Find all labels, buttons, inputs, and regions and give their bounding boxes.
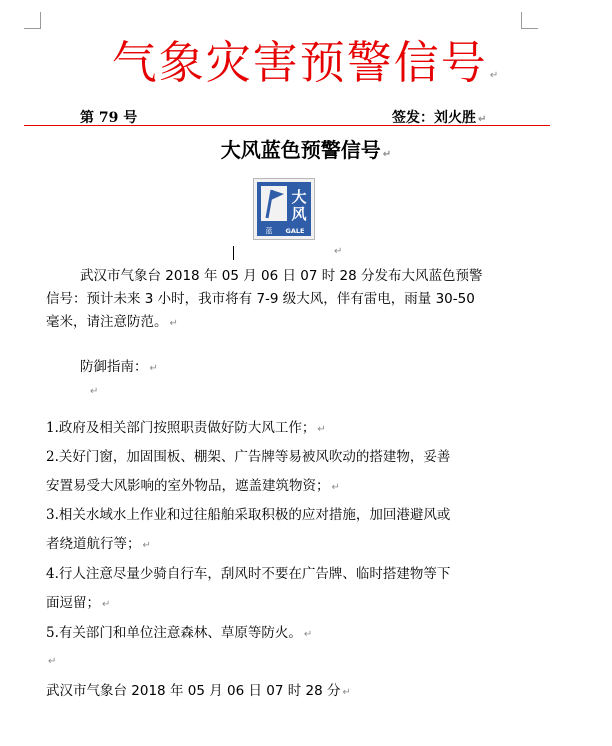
paragraph-mark: ↵ (334, 246, 343, 257)
guide-item-text: 安置易受大风影响的室外物品，遮盖建筑物资； (46, 478, 330, 494)
gale-blue-warning-icon (253, 178, 315, 240)
header-title-text: 气象灾害预警信号 (111, 36, 488, 89)
header-title (0, 36, 612, 103)
footer-signature (46, 680, 351, 704)
signer-text: 签发：刘火胜 (392, 110, 476, 126)
icon-label-level: 蓝 (265, 227, 273, 235)
document-title (0, 137, 612, 168)
guide-item-line: 4.行人注意尽量少骑自行车，刮风时不要在广告牌、临时搭建物等下 (46, 566, 451, 582)
paragraph-mark: ↵ (303, 629, 313, 640)
guide-item (46, 443, 450, 501)
paragraph-mark: ↵ (169, 318, 178, 329)
intro-line: 武汉市气象台 2018 年 05 月 06 日 07 时 28 分发布大风蓝色预警 (80, 268, 483, 284)
guide-item-line: 2.关好门窗，加固围板、棚架、广告牌等易被风吹动的搭建物，妥善 (46, 449, 451, 465)
guide-item-text: 者绕道航行等； (46, 536, 141, 552)
intro-line-text: 毫米，请注意防范。 (46, 314, 168, 330)
guide-heading (80, 356, 158, 380)
guide-item-line (46, 472, 450, 501)
paragraph-mark: ↵ (489, 70, 501, 81)
icon-label-en: GALE (285, 227, 305, 235)
guide-item-line (46, 589, 450, 618)
issue-number: 第 79 号 (80, 110, 138, 126)
guide-item-text: 面逗留； (46, 595, 100, 611)
guide-item-text: 1.政府及相关部门按照职责做好防大风工作； (46, 420, 316, 436)
footer-signature-text: 武汉市气象台 2018 年 05 月 06 日 07 时 28 分 (46, 683, 341, 699)
paragraph-mark: ↵ (102, 599, 111, 610)
guide-item (46, 560, 450, 618)
paragraph-mark: ↵ (149, 363, 158, 374)
guide-item (46, 619, 312, 648)
intro-line: 信号：预计未来 3 小时，我市将有 7-9 级大风，伴有雷电，雨量 30-50 (46, 291, 475, 307)
paragraph-mark: ↵ (90, 386, 99, 397)
guide-item-line (46, 414, 326, 443)
paragraph-mark: ↵ (142, 540, 151, 551)
icon-label-bottom: 风 (291, 205, 307, 223)
paragraph-mark: ↵ (48, 656, 57, 667)
guide-item-line (46, 619, 312, 648)
paragraph-mark: ↵ (382, 149, 392, 160)
guide-item-line: 3.相关水域水上作业和过往船舶采取积极的应对措施，加回港避风或 (46, 507, 451, 523)
guide-item-line (46, 530, 450, 559)
guide-item (46, 414, 326, 443)
paragraph-mark: ↵ (317, 424, 326, 435)
paragraph-mark: ↵ (342, 687, 351, 698)
icon-label-top: 大 (291, 188, 307, 206)
guide-item (46, 501, 450, 559)
intro-paragraph (46, 265, 526, 334)
crop-mark-top-left (24, 12, 41, 29)
guide-heading-text: 防御指南： (80, 359, 148, 375)
crop-mark-top-right (521, 12, 538, 29)
guide-item-text: 5.有关部门和单位注意森林、草原等防火。 (46, 625, 302, 641)
header-rule (24, 125, 550, 126)
paragraph-mark: ↵ (478, 114, 487, 125)
document-title-text: 大风蓝色预警信号 (220, 138, 381, 162)
text-cursor (233, 246, 234, 260)
intro-line (46, 311, 526, 334)
signer (392, 107, 486, 127)
paragraph-mark: ↵ (331, 482, 340, 493)
